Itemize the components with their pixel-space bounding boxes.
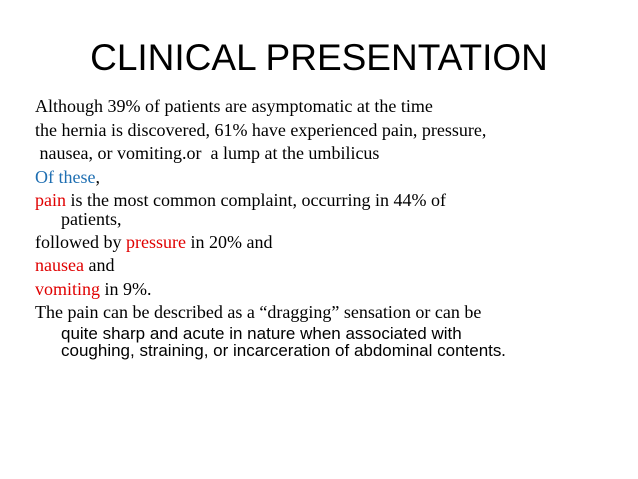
body-line-8 bbox=[35, 278, 625, 302]
vomiting-text: vomiting bbox=[35, 278, 101, 299]
nausea-text: nausea bbox=[35, 255, 84, 275]
of-these-text: Of these bbox=[35, 166, 96, 187]
slide-title: CLINICAL PRESENTATION bbox=[90, 37, 548, 78]
slide-body bbox=[35, 95, 625, 359]
body-line-4 bbox=[35, 166, 625, 190]
coughing-text: coughing, straining, or incarceration of abdominal contents bbox=[61, 340, 502, 360]
vomiting-rest-text: in 9%. bbox=[100, 278, 152, 299]
pressure-text: pressure bbox=[125, 231, 186, 252]
followed-by-text: followed by bbox=[35, 231, 126, 252]
final-period: . bbox=[501, 340, 506, 360]
pain-text: pain bbox=[35, 190, 66, 210]
body-line-1: Although 39% of patients are asymptomatic at the time bbox=[35, 96, 433, 116]
patients-text: patients, bbox=[61, 208, 122, 229]
body-line-9-cont-2 bbox=[35, 342, 625, 359]
pain-rest-text: is the most common complaint, occurring in 44% of bbox=[66, 190, 446, 210]
pressure-rest-text: in 20% and bbox=[185, 231, 273, 252]
body-line-6 bbox=[35, 231, 625, 255]
body-line-2: the hernia is discovered, 61% have experienced pain, pressure, bbox=[35, 119, 487, 140]
nausea-rest-text: and bbox=[83, 255, 115, 275]
body-line-7 bbox=[35, 254, 625, 278]
body-line-3: nausea, or vomiting.or a lump at the umbilicus bbox=[35, 143, 380, 163]
body-line-9-cont-1: quite sharp and acute in nature when associated with bbox=[61, 323, 462, 343]
of-these-comma: , bbox=[95, 166, 100, 187]
body-line-9: The pain can be described as a “dragging” sensation or can be bbox=[35, 302, 482, 322]
